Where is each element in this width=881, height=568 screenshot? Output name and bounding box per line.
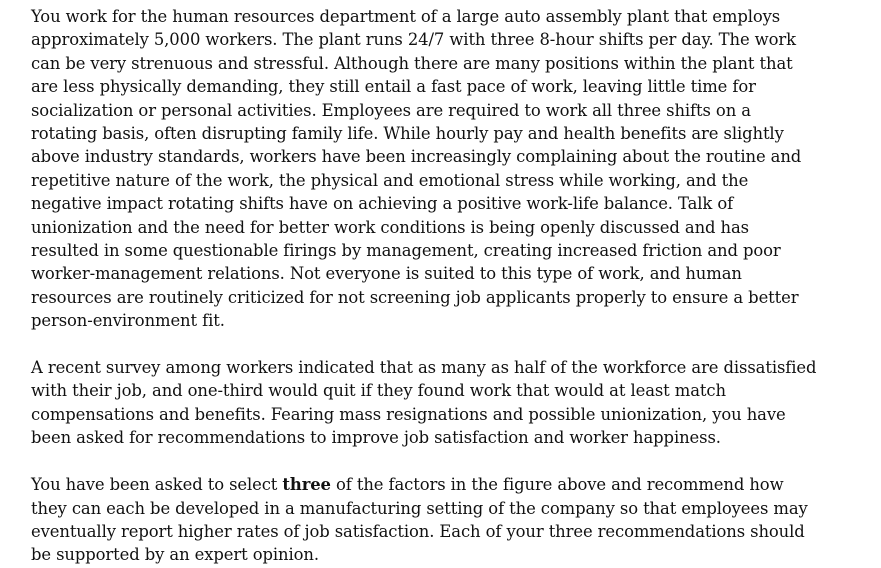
document-body bbox=[31, 5, 861, 567]
text-line bbox=[31, 473, 861, 496]
emphasis-three: three bbox=[282, 475, 331, 495]
text-line: eventually report higher rates of job satisfaction. Each of your three recommendations should bbox=[31, 521, 805, 541]
text-line: are less physically demanding, they still entail a fast pace of work, leaving little time for bbox=[31, 77, 756, 97]
paragraph-survey bbox=[31, 356, 861, 450]
paragraph-scenario bbox=[31, 5, 861, 333]
text-line: person-environment fit. bbox=[31, 311, 225, 331]
text-line: You work for the human resources department of a large auto assembly plant that employs bbox=[31, 7, 781, 26]
text-line: socialization or personal activities. Employees are required to work all three shifts on a bbox=[31, 100, 751, 120]
paragraph-task bbox=[31, 473, 861, 567]
text-line: rotating basis, often disrupting family life. While hourly pay and health benefits are slightly bbox=[31, 124, 784, 144]
text-line: unionization and the need for better work conditions is being openly discussed and has bbox=[31, 217, 749, 237]
text-line: compensations and benefits. Fearing mass resignations and possible unionization, you have bbox=[31, 404, 786, 424]
text-line: can be very strenuous and stressful. Although there are many positions within the plant that bbox=[31, 53, 793, 73]
text-line: above industry standards, workers have been increasingly complaining about the routine and bbox=[31, 147, 802, 167]
text-line: approximately 5,000 workers. The plant runs 24/7 with three 8-hour shifts per day. The work bbox=[31, 30, 796, 50]
text-line: been asked for recommendations to improve job satisfaction and worker happiness. bbox=[31, 428, 721, 448]
text-line: A recent survey among workers indicated that as many as half of the workforce are dissatisfied bbox=[31, 358, 817, 378]
text-segment: You have been asked to select bbox=[31, 475, 283, 495]
text-line: worker-management relations. Not everyone is suited to this type of work, and human bbox=[31, 264, 742, 284]
text-line: with their job, and one-third would quit if they found work that would at least match bbox=[31, 381, 726, 401]
text-segment: of the factors in the figure above and recommend how bbox=[330, 475, 784, 495]
text-line: resources are routinely criticized for not screening job applicants properly to ensure a better bbox=[31, 287, 799, 307]
text-line: be supported by an expert opinion. bbox=[31, 545, 319, 565]
text-line: resulted in some questionable firings by management, creating increased friction and poor bbox=[31, 241, 781, 261]
text-line: negative impact rotating shifts have on achieving a positive work-life balance. Talk of bbox=[31, 194, 734, 214]
text-line: repetitive nature of the work, the physical and emotional stress while working, and the bbox=[31, 170, 749, 190]
text-line: they can each be developed in a manufacturing setting of the company so that employees may bbox=[31, 498, 808, 518]
